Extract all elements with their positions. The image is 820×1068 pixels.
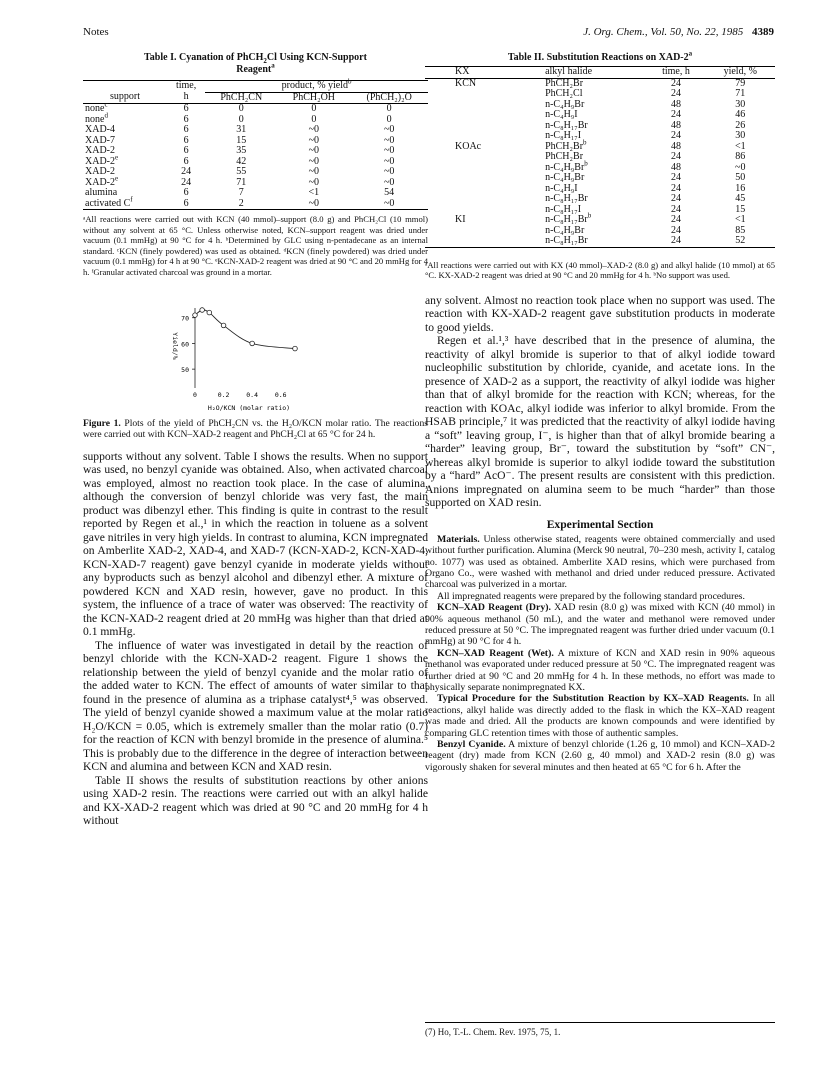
left-column <box>83 52 428 828</box>
table-row <box>83 178 428 189</box>
table-cell <box>425 184 533 195</box>
data-point <box>207 310 212 315</box>
paragraph: supports without any solvent. Table I shows the results. When no support was used, no benzyl cyanide was obtained. Also, when activated charcoal was employed, almost no reaction took place. In the case of alumina, although the conversion of benzyl chloride was very fast, the main product was dibenzyl ether. This finding is quite in contrast to the result reported by Regen et al.,¹ in which the reaction in toluene as a solvent gave nitriles in very high yields. In contrast to alumina, KCN impregnated on Amberlite XAD-2, XAD-4, and XAD-7 (KCN-XAD-2, KCN-XAD-4, KCN-XAD-7 reagent) gave benzyl cyanide in moderate yields without any byproducts such as benzyl alcohol and dibenzyl ether. A mixture of powdered KCN and XAD resin, however, gave no product. In this system, the influence of a trace of water was observed: The reactivity of the KCN-XAD-2 reagent dried at 20 mmHg was higher than that dried at 0.1 mmHg. <box>83 449 428 639</box>
table-cell: ~0 <box>308 166 320 177</box>
table-cell: 24 <box>670 182 681 194</box>
table-cell: 54 <box>384 187 395 198</box>
table-row <box>425 236 775 247</box>
table-cell: none$^d$ <box>85 111 108 125</box>
table-cell: n-C₄H₉Br <box>545 98 585 110</box>
table-cell: 6 <box>167 199 205 210</box>
table-row <box>83 157 428 168</box>
table-cell: n-C₄H₉I <box>545 182 578 194</box>
table-row <box>425 215 775 226</box>
t2-head-time: time, h <box>646 67 705 79</box>
paragraph: Materials. Unless otherwise stated, reagents were obtained commercially and used without further purification. Alumina (Merck 90 neutral, 70–230 mesh, activity I, catalog no. 1077) was used as obtained. Amberlite XAD resins, which were purchased from Organo Co., were washed with methanol and dried under reduced pressure. Activated charcoal was pulverized in a mortar. <box>425 533 775 591</box>
x-tick-label: 0 <box>193 390 197 399</box>
table-cell: 42 <box>236 155 247 167</box>
table-cell: 6 <box>183 187 189 198</box>
table-cell: 0 <box>311 103 317 114</box>
table-cell: n-C₄H₉Br$^b$ <box>545 159 588 173</box>
journal-citation: J. Org. Chem., Vol. 50, No. 22, 1985 <box>583 26 744 38</box>
table-cell <box>425 110 533 121</box>
table-cell: 48 <box>670 140 681 152</box>
table-cell: n-C₈H₁₇I <box>545 203 582 215</box>
table-cell: 0 <box>386 103 392 114</box>
table-cell: 55 <box>236 166 247 177</box>
table-row <box>425 205 775 216</box>
table-cell: XAD-2e <box>85 153 119 167</box>
paragraph: Table II shows the results of substitution reactions by other anions using XAD-2 resin. The reactions were carried out with an alkyl halide and KX-XAD-2 reagent which was dried at 90 °C and 20 mmHg for 4 h without <box>83 773 428 828</box>
table-cell: 6 <box>183 155 189 167</box>
table-row <box>425 110 775 121</box>
table-row <box>83 115 428 126</box>
table-cell: 46 <box>735 109 746 120</box>
table-row <box>425 121 775 132</box>
table-cell: 24 <box>670 172 681 183</box>
table-cell: XAD-7 <box>85 134 115 146</box>
table-row <box>425 152 775 163</box>
table-cell: 24 <box>670 151 681 162</box>
table-cell: ~0 <box>735 161 746 173</box>
table-cell: 24 <box>181 176 192 188</box>
table-cell: 15 <box>735 203 746 215</box>
table-cell: 52 <box>706 236 775 247</box>
x-tick-label: 0.4 <box>246 390 259 399</box>
table-row <box>425 184 775 195</box>
table-cell <box>425 131 533 142</box>
table-cell: activated $C^f$ <box>83 199 167 210</box>
table-cell: n-C₈H₁₇Br <box>533 236 646 247</box>
table-cell: <1 <box>308 187 320 198</box>
table1: time, product, % yield$^b$ support h PhCH₂CN PhCH₂OH (PhCH₂)₂O none$^c$ 6 0 0 0 none$^d$ 6 0 0 0 XAD-4 6 31 ~0 ~0 XAD-7 6 15 ~0 ~0 XAD-2 6 35 ~0 ~0 XAD-2e 6 42 ~0 ~0 XAD-2 24 55 ~0 ~0 XAD-2e 24 71 ~0 ~0 alumina 6 7 <1 54 activated $C^f$ 6 2 ~0 ~0 <box>83 80 428 210</box>
table-cell: XAD-2 <box>85 145 115 156</box>
paragraph: KCN–XAD Reagent (Dry). XAD resin (8.0 g) was mixed with KCN (40 mmol) in 90% aqueous methanol (50 mL), and the water and methanol were removed under reduced pressure at 50 °C. The impregnated reagent was further dried under vacuum (0.1 mmHg) at 90 °C for 4 h. <box>425 602 775 648</box>
table-cell: ~0 <box>383 134 395 146</box>
table-cell: 6 <box>183 145 189 156</box>
paragraph: Regen et al.¹,³ have described that in the presence of alumina, the reactivity of alkyl bromide is superior to that of alkyl iodide toward nucleophilic substitution by chloride, cyanide, and acetate ions. In the presence of XAD-2 as a support, the reactivity of alkyl iodide was higher than that of alkyl bromide for the reaction with KCN; whereas, for the reaction with KOAc, alkyl iodide was inferior to alkyl bromide. From the HSAB principle,⁷ it was predicted that the reactivity of alkyl iodide having a “soft” leaving group, I⁻, is higher than that of alkyl bromide bearing a “harder” leaving group, Br⁻, toward the substitution by “soft” CN⁻, whereas alkyl bromide is superior to alkyl iodide toward the substitution by a “hard” AcO⁻. The present results are consistent with this prediction. Anions impregnated on alumina seem to be much “harder” than those supported on XAD resin. <box>425 334 775 510</box>
table-cell: XAD-4 <box>85 124 115 135</box>
table-row <box>425 89 775 100</box>
table-cell: 6 <box>183 124 189 135</box>
table-row <box>425 142 775 153</box>
table-cell: 24 <box>670 130 681 141</box>
table-cell: 71 <box>735 88 746 99</box>
data-point <box>250 341 255 346</box>
t1-col-3: (PhCH₂)₂O <box>350 92 428 104</box>
series-line <box>195 309 295 348</box>
table-cell: 71 <box>236 176 247 188</box>
table1-footnotes: ᵃAll reactions were carried out with KCN (40 mmol)–support (8.0 g) and PhCH₂Cl (10 mmol) without any solvent at 65 °C. Unless otherwise noted, KCN–support reagent was dried under vacuum (0.1 mmHg) at 90 °C for 4 h. ᵇDetermined by GLC using n-pentadecane as an internal standard. ᶜKCN (finely powdered) was used as obtained. ᵈKCN (finely powdered) was dried under vacuum (0.1 mmHg) for 4 h at 90 °C. ᵉKCN-XAD-2 reagent was dried at 90 °C and 20 mmHg for 4 h. ᶠGranular activated charcoal was ground in a mortar. <box>83 214 428 277</box>
table-cell <box>425 194 533 205</box>
table-row <box>83 125 428 136</box>
table-cell: PhCH₂Br <box>545 151 584 162</box>
table-cell: 24 <box>670 193 681 204</box>
table-cell: 24 <box>670 224 681 236</box>
table-cell: alumina <box>85 187 118 198</box>
table2 <box>425 66 775 248</box>
table-cell: 48 <box>670 119 681 131</box>
table-cell: 31 <box>236 124 247 135</box>
table-cell: 24 <box>670 109 681 120</box>
t1-col-1: PhCH₂CN <box>205 92 277 104</box>
table-cell: ~0 <box>277 199 350 210</box>
right-column <box>425 49 775 773</box>
table-cell <box>425 226 533 237</box>
table-cell: 16 <box>735 182 746 194</box>
table-row <box>425 100 775 111</box>
table-cell: ~0 <box>308 155 320 167</box>
x-tick-label: 0.6 <box>274 390 287 399</box>
table-cell: 26 <box>735 119 746 131</box>
t1-col-2: PhCH₂OH <box>277 92 350 104</box>
table-row <box>425 78 775 89</box>
table-cell: XAD-2e <box>85 174 119 188</box>
table-row <box>425 194 775 205</box>
table-cell: n-C₈H₁₇I <box>545 130 582 141</box>
table-cell: ~0 <box>383 145 395 156</box>
running-head-right <box>583 26 774 38</box>
t1-head-support: support <box>83 92 167 104</box>
table-cell: 35 <box>236 145 247 156</box>
table-cell: 24 <box>670 203 681 215</box>
table-cell: none$^c$ <box>85 100 108 114</box>
table-cell: KOAc <box>455 140 482 152</box>
table-row <box>425 226 775 237</box>
table-cell <box>425 100 533 111</box>
table-cell: ~0 <box>308 134 320 146</box>
figure1-caption: Figure 1. Plots of the yield of PhCH₂CN vs. the H₂O/KCN molar ratio. The reactions were carried out with KCN–XAD-2 reagent and PhCH₂Cl at 65 °C for 24 h. <box>83 417 428 441</box>
table1-caption: Table I. Cyanation of PhCH$_2$Cl Using KCN-Support Reagent$^a$ <box>144 52 367 75</box>
table-cell: n-C₈H₁₇Br$^b$ <box>545 211 592 225</box>
table-cell: 24 <box>670 77 681 89</box>
table-cell: 79 <box>735 77 746 89</box>
reference-footnote: (7) Ho, T.-L. Chem. Rev. 1975, 75, 1. <box>425 1022 775 1037</box>
table-cell: 50 <box>735 172 746 183</box>
table-cell: KI <box>455 214 466 225</box>
table-cell: PhCH₂Cl <box>545 88 583 99</box>
table-cell: 0 <box>386 113 392 125</box>
table-row <box>83 136 428 147</box>
table-cell: n-C₈H₁₇Br <box>545 193 588 204</box>
t1-head-time: time, <box>167 81 205 93</box>
table-cell: 0 <box>238 103 244 114</box>
table-cell <box>425 173 533 184</box>
table-cell: ~0 <box>308 124 320 135</box>
table-cell: n-C₄H₉Br <box>545 172 585 183</box>
y-tick-label: 50 <box>181 365 189 374</box>
y-axis-label: Yield/% <box>171 331 179 360</box>
t2-head-yield: yield, % <box>706 67 775 79</box>
table-cell: ~0 <box>383 166 395 177</box>
table-cell: 7 <box>238 187 244 198</box>
data-point <box>193 312 198 317</box>
x-axis-label: H₂O/KCN (molar ratio) <box>207 403 291 412</box>
experimental-body <box>425 534 775 774</box>
x-tick-label: 0.2 <box>217 390 230 399</box>
table-cell: 24 <box>670 214 681 225</box>
left-body-text <box>83 450 428 828</box>
table-row <box>83 104 428 115</box>
table-cell: 30 <box>735 130 746 141</box>
table-cell: 86 <box>735 151 746 162</box>
table-cell: <1 <box>734 140 746 152</box>
table-cell <box>425 152 533 163</box>
table-cell <box>425 236 533 247</box>
table-cell: 24 <box>646 236 705 247</box>
table-cell <box>425 89 533 100</box>
table-cell: ~0 <box>308 145 320 156</box>
t1-head-product: product, % yield$^b$ <box>205 81 428 93</box>
table2-footnotes: ᵃAll reactions were carried out with KX (40 mmol)–XAD-2 (8.0 g) and alkyl halide (10 mmol) at 65 °C. KX-XAD-2 reagent was dried at 90 °C and 20 mmHg for 4 h. ᵇNo support was used. <box>425 259 775 281</box>
table-row <box>83 188 428 199</box>
table-cell: 48 <box>670 98 681 110</box>
table-cell <box>425 163 533 174</box>
table-cell: 0 <box>238 113 244 125</box>
table-cell: 24 <box>181 166 192 177</box>
table-cell <box>425 205 533 216</box>
table-cell: 6 <box>183 134 189 146</box>
figure1-plot <box>83 302 428 414</box>
paragraph: All impregnated reagents were prepared by the following standard procedures. <box>437 590 745 602</box>
t2-head-halide: alkyl halide <box>533 67 646 79</box>
figure1 <box>83 302 428 414</box>
table-cell: ~0 <box>383 124 395 135</box>
table-row <box>425 173 775 184</box>
table-cell: 15 <box>236 134 247 146</box>
table-cell: ~0 <box>308 176 320 188</box>
table-cell: ~0 <box>383 155 395 167</box>
paragraph: KCN–XAD Reagent (Wet). A mixture of KCN and XAD resin in 90% aqueous methanol was evaporated under reduced pressure at 50 °C. The impregnated reagent was further dried at 90 °C and 20 mmHg for 4 h. In these methods, no effort was made to physically separate nonimpregnated KX. <box>425 647 775 693</box>
table-cell: PhCH₂Br$^b$ <box>545 138 587 152</box>
table-cell: XAD-2 <box>85 166 115 177</box>
table-cell: 6 <box>183 113 189 125</box>
paragraph: The influence of water was investigated in detail by the reaction of benzyl chloride with the KCN-XAD-2 reagent. Figure 1 shows the relationship between the yield of benzyl cyanide and the molar ratio of the added water to KCN. The effect of amounts of water similar to that found in the presence of alumina as a triphase catalyst⁴,⁵ was observed. The yield of benzyl cyanide showed a maximum value at the molar ratio H₂O/KCN = 0.05, which is extremely smaller than the molar ratio (0.7) for the reaction of KCN with benzyl bromide in the presence of alumina.⁵ This is probably due to the difference in the degree of interaction between KCN and alumina and between KCN and XAD resin. <box>83 638 428 774</box>
table-cell: PhCH₂Br <box>545 77 584 89</box>
paragraph: Benzyl Cyanide. A mixture of benzyl chloride (1.26 g, 10 mmol) and KCN–XAD-2 reagent (dry) made from KCN (2.60 g, 40 mmol) and XAD-2 resin (8.0 g) was vigorously shaken for several minutes and then heated at 65 °C for 6 h. After the <box>425 739 775 773</box>
table-row <box>83 146 428 157</box>
table-row <box>425 163 775 174</box>
page-number: 4389 <box>752 26 774 38</box>
data-point <box>200 307 205 312</box>
paragraph: Typical Procedure for the Substitution Reaction by KX–XAD Reagents. In all reactions, alkyl halide was directly added to the flask in which the KX–XAD reagent was made and dried. All the products are known compounds and were identified by comparing GLC retention times with those of authentic samples. <box>425 693 775 739</box>
table-cell: ~0 <box>383 176 395 188</box>
running-head-left: Notes <box>83 26 109 38</box>
table-row <box>425 131 775 142</box>
table-cell: 24 <box>670 88 681 99</box>
table-cell: n-C₄H₉Br <box>545 224 585 236</box>
paragraph: any solvent. Almost no reaction took place when no support was used. The reaction with KX-XAD-2 reagent gave substitution products in moderate to good yields. <box>425 293 775 334</box>
table-cell: 2 <box>205 199 277 210</box>
table-row <box>83 167 428 178</box>
y-tick-label: 60 <box>181 339 189 348</box>
y-tick-label: 70 <box>181 314 189 323</box>
table-cell: <1 <box>734 214 746 225</box>
table-cell <box>425 121 533 132</box>
table-cell: 0 <box>311 113 317 125</box>
table-cell: n-C₄H₉I <box>545 109 578 120</box>
table-cell: 45 <box>735 193 746 204</box>
t2-head-kx: KX <box>425 67 533 79</box>
section-title: Experimental Section <box>546 517 654 531</box>
table-cell: 85 <box>735 224 746 236</box>
table-cell: 48 <box>670 161 681 173</box>
table-cell: 30 <box>735 98 746 110</box>
table-cell: n-C₈H₁₇Br <box>545 119 588 131</box>
table-row <box>83 199 428 210</box>
table-cell: ~0 <box>350 199 428 210</box>
data-point <box>293 346 298 351</box>
data-point <box>221 323 226 328</box>
table-cell: 6 <box>183 103 189 114</box>
table2-caption: Table II. Substitution Reactions on XAD-2$^a$ <box>507 49 693 63</box>
right-body-text <box>425 294 775 510</box>
table-cell: KCN <box>455 77 477 89</box>
